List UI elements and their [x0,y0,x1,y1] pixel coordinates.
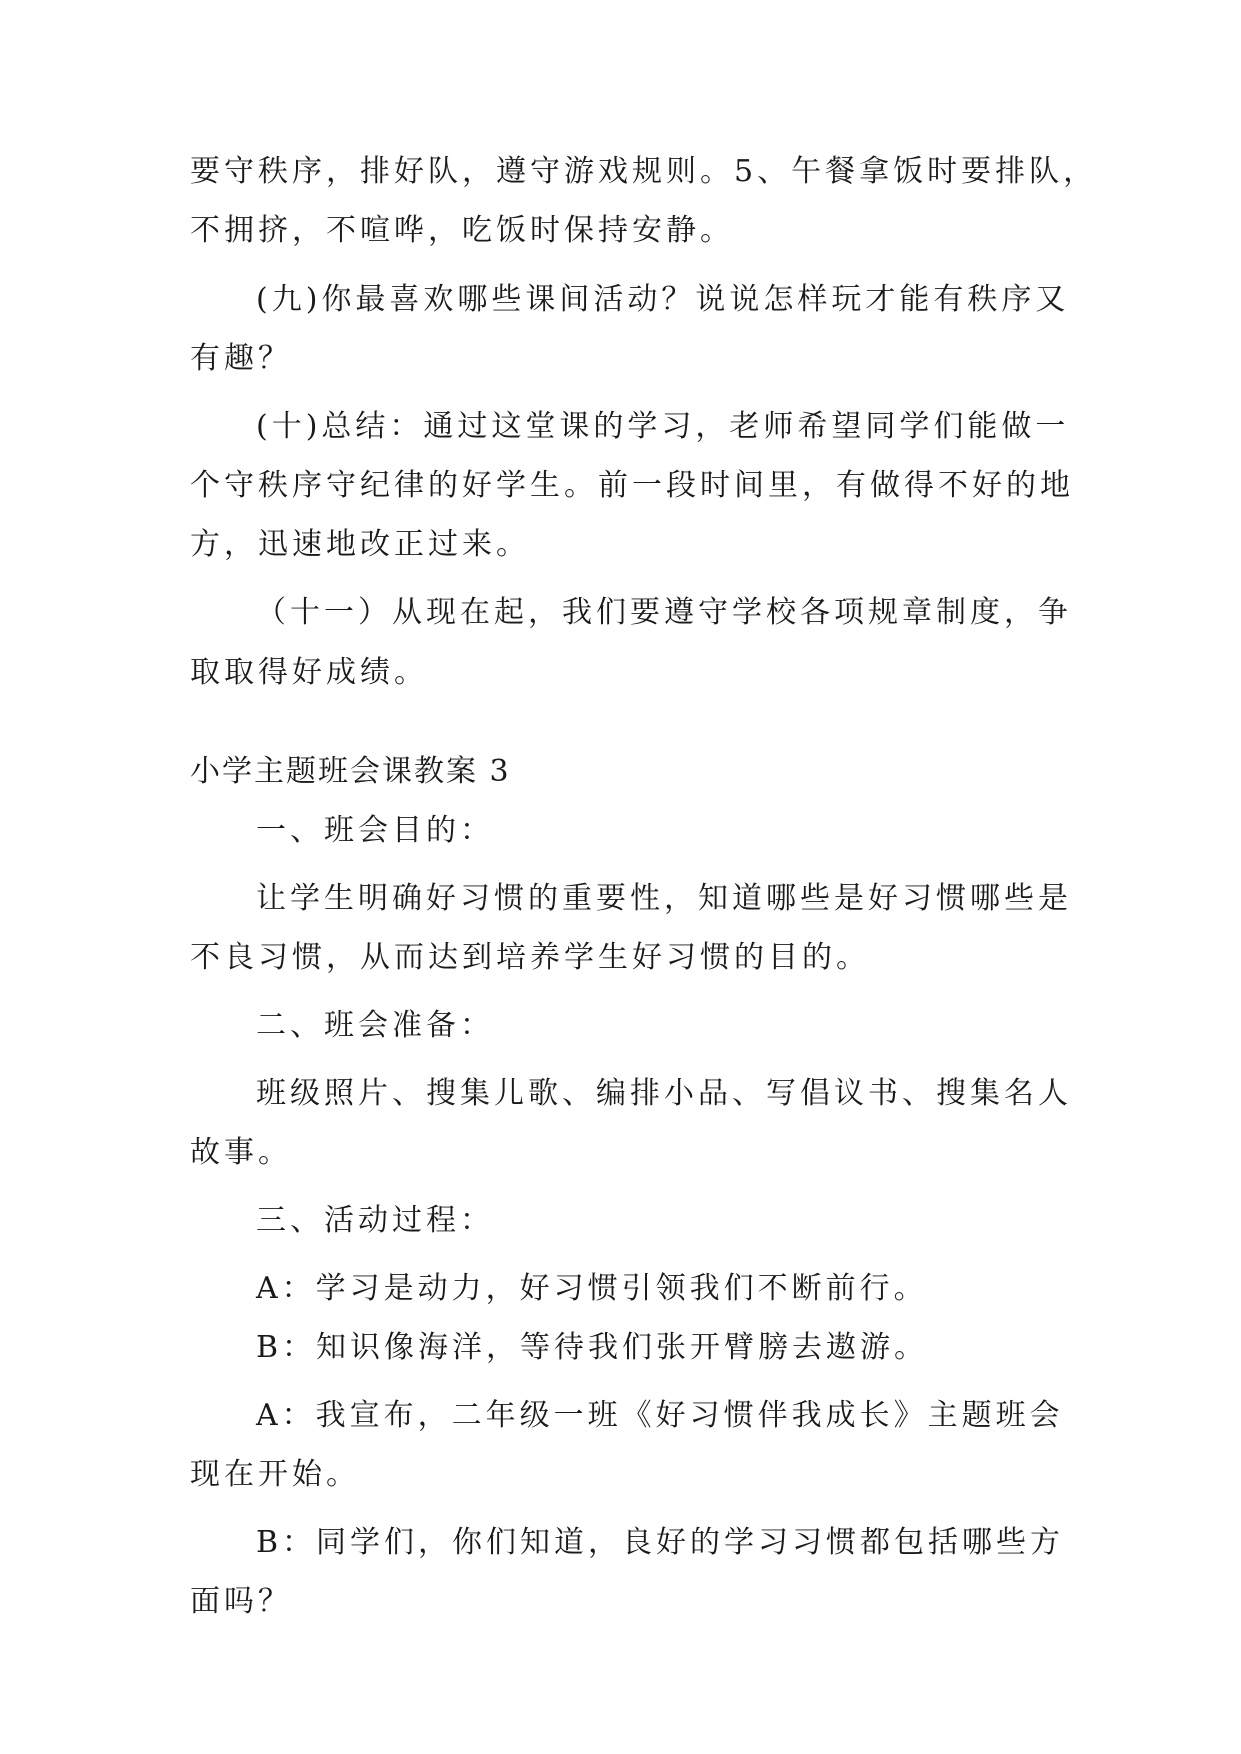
text-line: 现在开始。 [190,1457,360,1492]
subheading: 二、班会准备： [256,1008,494,1043]
text-line: (十)总结：通过这堂课的学习，老师希望同学们能做一 [256,409,1070,444]
text-line: 要守秩序，排好队，遵守游戏规则。5、午餐拿饭时要排队， [190,154,1098,189]
text-line: 有趣？ [190,341,292,376]
text-line: B：知识像海洋，等待我们张开臂膀去遨游。 [256,1330,929,1365]
text-line: A：我宣布，二年级一班《好习惯伴我成长》主题班会 [256,1398,1064,1433]
subheading: 三、活动过程： [256,1203,494,1238]
text-line: 故事。 [190,1135,292,1170]
text-line: 取取得好成绩。 [190,655,428,690]
subheading: 一、班会目的： [256,813,494,848]
text-line: (九)你最喜欢哪些课间活动？说说怎样玩才能有秩序又 [256,282,1070,317]
text-line: 不良习惯，从而达到培养学生好习惯的目的。 [190,940,870,975]
section-heading: 小学主题班会课教案 3 [190,754,511,789]
text-line: B：同学们，你们知道，良好的学习习惯都包括哪些方 [256,1525,1065,1560]
text-line: A：学习是动力，好习惯引领我们不断前行。 [256,1271,928,1306]
text-line: 班级照片、搜集儿歌、编排小品、写倡议书、搜集名人 [256,1076,1072,1111]
text-line: 让学生明确好习惯的重要性，知道哪些是好习惯哪些是 [256,881,1072,916]
text-line: （十一）从现在起，我们要遵守学校各项规章制度，争 [256,595,1072,630]
text-line: 面吗？ [190,1584,292,1619]
text-line: 个守秩序守纪律的好学生。前一段时间里，有做得不好的地 [190,468,1074,503]
text-line: 方，迅速地改正过来。 [190,527,530,562]
text-line: 不拥挤，不喧哗，吃饭时保持安静。 [190,213,734,248]
